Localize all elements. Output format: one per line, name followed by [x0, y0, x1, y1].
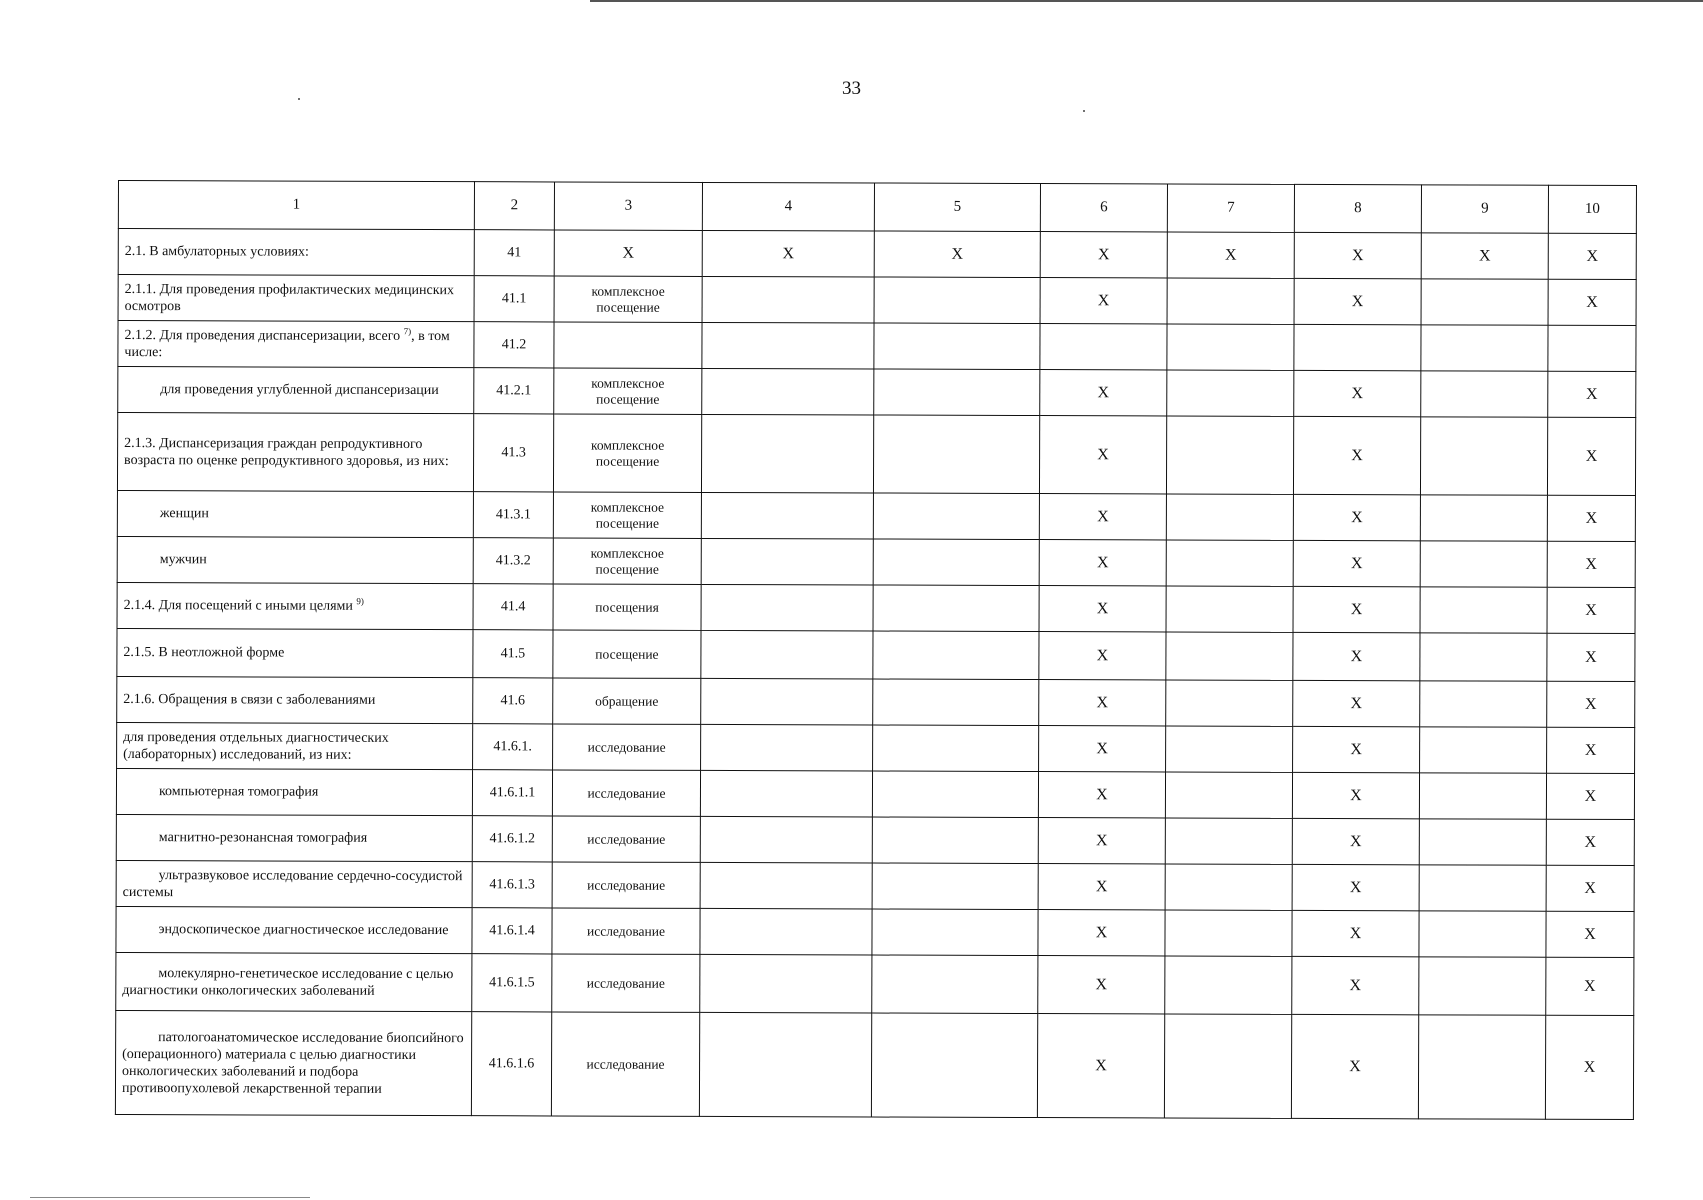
value-cell-c9: [1420, 681, 1547, 727]
value-cell-c8: X: [1294, 232, 1421, 278]
table-row: [118, 275, 1636, 326]
value-cell-c8: X: [1293, 540, 1420, 586]
row-label-cell: [117, 676, 473, 723]
row-label-cell: [115, 1010, 471, 1115]
table-row: [116, 952, 1634, 1015]
value-cell-c8: X: [1292, 910, 1419, 956]
value-cell-c9: [1419, 957, 1546, 1015]
row-unit: исследование: [553, 724, 701, 770]
table-row: [116, 860, 1634, 911]
value-cell-c5: [872, 909, 1038, 956]
value-cell-c6: X: [1037, 1014, 1164, 1118]
row-label-cell: [116, 952, 472, 1011]
value-cell-c10: X: [1546, 773, 1634, 819]
value-cell-c8: [1294, 324, 1421, 370]
value-cell-c8: X: [1293, 416, 1420, 494]
value-cell-c5: [873, 585, 1039, 632]
value-cell-c10: [1548, 325, 1636, 371]
value-cell-c10: X: [1548, 371, 1636, 417]
value-cell-c5: [873, 493, 1039, 540]
value-cell-c5: [871, 1013, 1037, 1118]
value-cell-c7: [1165, 864, 1292, 910]
table-row: [117, 536, 1635, 587]
row-code: 41.5: [473, 630, 553, 678]
value-cell-c5: [873, 631, 1039, 680]
row-label: магнитно-резонансная томография: [158, 830, 368, 846]
value-cell-c6: X: [1039, 494, 1166, 540]
value-cell-c6: X: [1038, 772, 1165, 818]
value-cell-c7: [1166, 726, 1293, 772]
value-cell-c10: X: [1547, 633, 1635, 681]
value-cell-c7: [1164, 1014, 1291, 1118]
footnote-ref: 9): [356, 596, 364, 607]
value-cell-c9: [1420, 541, 1547, 587]
value-cell-c4: [701, 538, 873, 585]
row-label: патологоанатомическое исследование биопсийного (операционного) материала с целью диагностики онкологических заболеваний и подбора противоопухолевой лекарственной терапии: [121, 1029, 464, 1097]
value-cell-c7: [1167, 278, 1294, 324]
row-code: 41.1: [474, 276, 554, 322]
table-row: [116, 814, 1634, 865]
row-label: 2.1.4. Для посещений с иными целями: [123, 598, 353, 614]
row-label-cell: [118, 367, 474, 414]
value-cell-c10: X: [1546, 865, 1634, 911]
row-label-cell: [116, 768, 472, 815]
row-unit: исследование: [552, 862, 700, 908]
row-label-cell: [118, 321, 474, 368]
column-header: 2: [474, 182, 554, 230]
footnote-ref: 7): [403, 325, 412, 336]
row-unit: комплексное посещение: [554, 276, 702, 322]
value-cell-c6: X: [1038, 910, 1165, 956]
value-cell-c7: [1165, 956, 1292, 1014]
row-unit: комплексное посещение: [554, 368, 702, 414]
value-cell-c5: X: [874, 231, 1040, 278]
value-cell-c4: [701, 630, 873, 679]
row-unit: комплексное посещение: [553, 414, 701, 492]
row-code: 41.4: [473, 584, 553, 630]
value-cell-c10: X: [1548, 233, 1636, 279]
row-code: 41.3: [473, 414, 553, 492]
value-cell-c8: X: [1293, 494, 1420, 540]
page-number: 33: [842, 78, 861, 99]
value-cell-c4: [700, 770, 872, 817]
value-cell-c4: [701, 414, 873, 493]
value-cell-c6: X: [1039, 416, 1166, 494]
row-code: 41.2: [474, 322, 554, 368]
row-code: 41.3.1: [473, 492, 553, 538]
value-cell-c9: [1419, 865, 1546, 911]
row-label-cell: [117, 582, 473, 629]
row-unit: исследование: [552, 816, 700, 862]
value-cell-c6: X: [1040, 370, 1167, 416]
table-row: [117, 722, 1635, 773]
value-cell-c4: [700, 908, 872, 955]
value-cell-c4: [702, 368, 874, 415]
row-label: компьютерная томография: [158, 784, 319, 800]
value-cell-c7: [1166, 494, 1293, 540]
value-cell-c7: [1167, 370, 1294, 416]
row-label-cell: [118, 229, 474, 276]
value-cell-c8: X: [1293, 586, 1420, 632]
row-code: 41.6.1.4: [472, 908, 552, 954]
row-code: 41: [474, 230, 554, 276]
value-cell-c9: [1420, 495, 1547, 541]
value-cell-c8: X: [1294, 278, 1421, 324]
table-row: [117, 582, 1635, 633]
row-label: эндоскопическое диагностическое исследование: [158, 922, 449, 939]
value-cell-c9: [1421, 325, 1548, 371]
value-cell-c8: X: [1292, 818, 1419, 864]
value-cell-c4: [702, 276, 874, 323]
value-cell-c5: [873, 725, 1039, 772]
row-unit: X: [554, 230, 702, 276]
column-header: 6: [1040, 184, 1167, 232]
value-cell-c10: X: [1548, 279, 1636, 325]
table-row: [118, 367, 1636, 418]
data-table: [115, 180, 1637, 1120]
column-header: 4: [702, 182, 874, 231]
column-number-row: [118, 181, 1636, 234]
value-cell-c9: [1421, 371, 1548, 417]
row-label-cell: [116, 814, 472, 861]
row-unit: посещение: [553, 630, 701, 678]
row-unit: исследование: [552, 908, 700, 954]
value-cell-c5: [874, 277, 1040, 324]
table-body: [115, 181, 1636, 1120]
row-label: для проведения отдельных диагностических (лабораторных) исследований, из них:: [123, 729, 389, 763]
value-cell-c4: [701, 724, 873, 771]
column-header: 3: [554, 182, 702, 230]
value-cell-c5: [874, 323, 1040, 370]
value-cell-c5: [873, 679, 1039, 726]
column-header: 7: [1167, 184, 1294, 232]
value-cell-c8: X: [1292, 956, 1419, 1014]
value-cell-c4: [700, 954, 872, 1013]
row-label: мужчин: [159, 552, 207, 568]
row-code: 41.6.1.: [473, 724, 553, 770]
scan-bottom-rule: [30, 1197, 310, 1198]
value-cell-c5: [872, 771, 1038, 818]
row-label-cell: [117, 413, 473, 492]
table-row: [116, 768, 1634, 819]
value-cell-c6: X: [1040, 232, 1167, 278]
value-cell-c9: [1420, 417, 1547, 495]
table-row: [116, 906, 1634, 957]
row-label: 2.1.6. Обращения в связи с заболеваниями: [123, 692, 376, 708]
table-row: [117, 413, 1635, 496]
scan-top-rule: [590, 0, 1703, 2]
column-header: 8: [1294, 184, 1421, 232]
row-label: женщин: [159, 506, 209, 522]
value-cell-c6: [1040, 324, 1167, 370]
value-cell-c5: [873, 539, 1039, 586]
row-unit: исследование: [551, 1012, 699, 1116]
value-cell-c5: [872, 955, 1038, 1014]
column-header: 9: [1421, 185, 1548, 233]
table-row: [118, 321, 1636, 372]
value-cell-c6: X: [1038, 956, 1165, 1014]
row-label-cell: [117, 628, 473, 677]
value-cell-c10: X: [1547, 587, 1635, 633]
value-cell-c7: [1166, 586, 1293, 632]
value-cell-c6: X: [1038, 864, 1165, 910]
value-cell-c10: X: [1546, 819, 1634, 865]
row-label-cell: [118, 275, 474, 322]
value-cell-c6: X: [1039, 726, 1166, 772]
value-cell-c8: X: [1292, 864, 1419, 910]
value-cell-c7: [1166, 416, 1293, 494]
value-cell-c10: X: [1547, 417, 1635, 495]
value-cell-c10: X: [1547, 541, 1635, 587]
row-label: 2.1.1. Для проведения профилактических медицинских осмотров: [124, 281, 455, 314]
column-header: 10: [1548, 185, 1636, 233]
value-cell-c9: X: [1421, 233, 1548, 279]
value-cell-c5: [872, 863, 1038, 910]
table-row: [117, 490, 1635, 541]
value-cell-c4: [699, 1012, 871, 1117]
table-row: [117, 676, 1635, 727]
value-cell-c10: X: [1546, 957, 1634, 1015]
row-code: 41.6.1.2: [472, 816, 552, 862]
value-cell-c5: [874, 369, 1040, 416]
row-unit: исследование: [552, 770, 700, 816]
row-unit: исследование: [552, 954, 700, 1012]
value-cell-c6: X: [1038, 818, 1165, 864]
row-label: ультразвуковое исследование сердечно-сосудистой системы: [122, 867, 463, 900]
row-code: 41.2.1: [474, 368, 554, 414]
value-cell-c10: X: [1547, 727, 1635, 773]
value-cell-c9: [1419, 911, 1546, 957]
scan-speck: [1083, 110, 1085, 112]
value-cell-c9: [1421, 279, 1548, 325]
row-unit: комплексное посещение: [553, 492, 701, 538]
value-cell-c7: X: [1167, 232, 1294, 278]
value-cell-c8: X: [1293, 726, 1420, 772]
row-label-suffix: , в том числе:: [124, 328, 450, 360]
table-row: [115, 1010, 1633, 1119]
value-cell-c6: X: [1039, 680, 1166, 726]
value-cell-c7: [1165, 772, 1292, 818]
value-cell-c6: X: [1039, 540, 1166, 586]
row-code: 41.6: [473, 678, 553, 724]
value-cell-c10: X: [1547, 495, 1635, 541]
row-label: 2.1.2. Для проведения диспансеризации, всего: [124, 327, 401, 344]
value-cell-c7: [1167, 324, 1294, 370]
value-cell-c4: [700, 816, 872, 863]
row-code: 41.6.1.5: [472, 954, 552, 1012]
row-unit: [554, 322, 702, 368]
value-cell-c8: X: [1291, 1014, 1418, 1118]
row-code: 41.3.2: [473, 538, 553, 584]
value-cell-c6: X: [1039, 632, 1166, 680]
value-cell-c7: [1166, 680, 1293, 726]
value-cell-c10: X: [1546, 911, 1634, 957]
row-label-cell: [116, 860, 472, 907]
value-cell-c10: X: [1545, 1015, 1633, 1119]
table-row: [118, 229, 1636, 280]
value-cell-c9: [1420, 633, 1547, 681]
value-cell-c9: [1419, 773, 1546, 819]
row-label-cell: [117, 536, 473, 583]
row-label-cell: [116, 906, 472, 953]
value-cell-c7: [1166, 540, 1293, 586]
value-cell-c8: X: [1292, 772, 1419, 818]
value-cell-c9: [1418, 1015, 1545, 1119]
scan-speck: [298, 98, 300, 100]
row-label: для проведения углубленной диспансеризации: [160, 382, 439, 399]
row-code: 41.6.1.3: [472, 862, 552, 908]
value-cell-c8: X: [1293, 632, 1420, 680]
row-code: 41.6.1.6: [471, 1012, 551, 1116]
row-label: 2.1.3. Диспансеризация граждан репродуктивного возраста по оценке репродуктивного здоровья, из них:: [124, 435, 449, 469]
column-header: 1: [118, 181, 474, 230]
value-cell-c4: [701, 678, 873, 725]
value-cell-c4: X: [702, 230, 874, 277]
column-header: 5: [874, 183, 1040, 232]
value-cell-c4: [700, 862, 872, 909]
value-cell-c8: X: [1293, 680, 1420, 726]
row-label: 2.1.5. В неотложной форме: [123, 645, 285, 661]
value-cell-c9: [1420, 727, 1547, 773]
value-cell-c4: [701, 584, 873, 631]
value-cell-c6: X: [1040, 278, 1167, 324]
row-unit: посещения: [553, 584, 701, 630]
value-cell-c7: [1165, 910, 1292, 956]
row-unit: комплексное посещение: [553, 538, 701, 584]
value-cell-c5: [872, 817, 1038, 864]
value-cell-c7: [1166, 632, 1293, 680]
table-row: [117, 628, 1635, 681]
value-cell-c10: X: [1547, 681, 1635, 727]
row-unit: обращение: [553, 678, 701, 724]
value-cell-c6: X: [1039, 586, 1166, 632]
value-cell-c5: [873, 415, 1039, 494]
row-label: 2.1. В амбулаторных условиях:: [124, 244, 309, 260]
row-label-cell: [117, 490, 473, 537]
value-cell-c8: X: [1294, 370, 1421, 416]
row-label: молекулярно-генетическое исследование с целью диагностики онкологических заболеваний: [122, 965, 454, 999]
value-cell-c9: [1420, 587, 1547, 633]
value-cell-c4: [702, 322, 874, 369]
row-code: 41.6.1.1: [472, 770, 552, 816]
value-cell-c7: [1165, 818, 1292, 864]
row-label-cell: [117, 722, 473, 769]
value-cell-c9: [1419, 819, 1546, 865]
value-cell-c4: [701, 492, 873, 539]
